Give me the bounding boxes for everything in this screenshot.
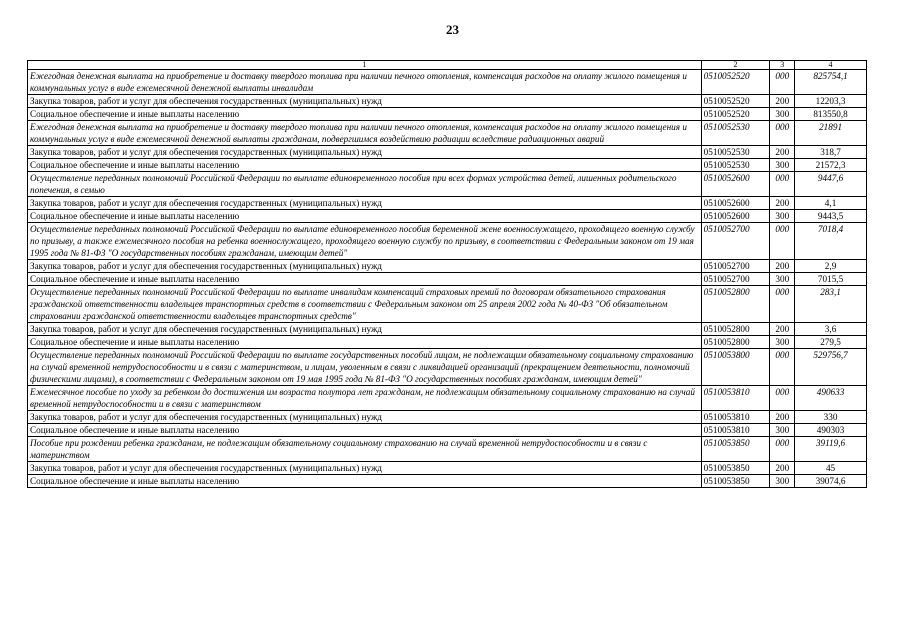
amount-value: 283,1: [795, 286, 867, 323]
expense-type-code: 200: [770, 146, 795, 159]
table-row: [28, 121, 867, 146]
amount-value: 490303: [795, 424, 867, 437]
expense-type-code: 300: [770, 424, 795, 437]
target-article-code: 0510052700: [701, 223, 770, 260]
amount-value: 12203,3: [795, 95, 867, 108]
table-row: [28, 437, 867, 462]
target-article-code: 0510052600: [701, 210, 770, 223]
table-row: [28, 172, 867, 197]
target-article-code: 0510052530: [701, 121, 770, 146]
amount-value: 813550,8: [795, 108, 867, 121]
target-article-code: 0510052530: [701, 159, 770, 172]
target-article-code: 0510053850: [701, 437, 770, 462]
amount-value: 4,1: [795, 197, 867, 210]
expense-type-code: 000: [770, 349, 795, 386]
expense-item-name: Социальное обеспечение и иные выплаты населению: [28, 475, 702, 488]
table-row: [28, 323, 867, 336]
target-article-code: 0510052530: [701, 146, 770, 159]
table-body: [28, 61, 867, 488]
expense-item-name: Социальное обеспечение и иные выплаты населению: [28, 273, 702, 286]
amount-value: 45: [795, 462, 867, 475]
target-article-code: 0510053850: [701, 475, 770, 488]
amount-value: 3,6: [795, 323, 867, 336]
table-row: [28, 462, 867, 475]
expense-item-name: Закупка товаров, работ и услуг для обеспечения государственных (муниципальных) нужд: [28, 260, 702, 273]
budget-table: [27, 60, 867, 488]
target-article-code: 0510052700: [701, 260, 770, 273]
amount-value: 330: [795, 411, 867, 424]
expense-item-name: Закупка товаров, работ и услуг для обеспечения государственных (муниципальных) нужд: [28, 95, 702, 108]
amount-value: 9443,5: [795, 210, 867, 223]
expense-type-code: 000: [770, 70, 795, 95]
expense-type-code: 300: [770, 108, 795, 121]
amount-value: 9447,6: [795, 172, 867, 197]
table-row: [28, 146, 867, 159]
expense-type-code: 200: [770, 411, 795, 424]
table-header-row: [28, 61, 867, 70]
expense-type-code: 000: [770, 121, 795, 146]
target-article-code: 0510052520: [701, 70, 770, 95]
table-row: [28, 349, 867, 386]
expense-type-code: 300: [770, 475, 795, 488]
expense-item-name: Закупка товаров, работ и услуг для обеспечения государственных (муниципальных) нужд: [28, 146, 702, 159]
amount-value: 318,7: [795, 146, 867, 159]
column-header: 3: [770, 61, 795, 70]
expense-item-name: Осуществление переданных полномочий Российской Федерации по выплате единовременного пособия беременной жене военнослужащего, проходящего военную службу по призыву, а также ежемесячного пособия на ребенка военнослужащего, проходящего военную службу по призыву, в соответствии с Федеральным законом от 19 мая 1995 года № 81-ФЗ "О государственных пособиях гражданам, имеющим детей": [28, 223, 702, 260]
expense-type-code: 300: [770, 336, 795, 349]
target-article-code: 0510053850: [701, 462, 770, 475]
amount-value: 39119,6: [795, 437, 867, 462]
target-article-code: 0510052800: [701, 336, 770, 349]
target-article-code: 0510053810: [701, 411, 770, 424]
expense-item-name: Пособие при рождении ребенка гражданам, не подлежащим обязательному социальному страхованию на случай временной нетрудоспособности и в связи с материнством: [28, 437, 702, 462]
target-article-code: 0510052600: [701, 197, 770, 210]
expense-item-name: Закупка товаров, работ и услуг для обеспечения государственных (муниципальных) нужд: [28, 197, 702, 210]
table-row: [28, 286, 867, 323]
expense-item-name: Закупка товаров, работ и услуг для обеспечения государственных (муниципальных) нужд: [28, 462, 702, 475]
column-header: 1: [28, 61, 702, 70]
expense-type-code: 000: [770, 286, 795, 323]
amount-value: 490633: [795, 386, 867, 411]
expense-item-name: Социальное обеспечение и иные выплаты населению: [28, 108, 702, 121]
amount-value: 825754,1: [795, 70, 867, 95]
amount-value: 39074,6: [795, 475, 867, 488]
table-row: [28, 260, 867, 273]
table-row: [28, 411, 867, 424]
target-article-code: 0510052800: [701, 323, 770, 336]
expense-item-name: Осуществление переданных полномочий Российской Федерации по выплате инвалидам компенсаций страховых премий по договорам обязательного страхования гражданской ответственности владельцев транспортных средств в соответствии с Федеральным законом от 25 апреля 2002 года № 40-ФЗ "Об обязательном страховании гражданской ответственности владельцев транспортных средств": [28, 286, 702, 323]
expense-type-code: 300: [770, 210, 795, 223]
target-article-code: 0510052600: [701, 172, 770, 197]
expense-type-code: 000: [770, 437, 795, 462]
expense-type-code: 000: [770, 386, 795, 411]
table-row: [28, 336, 867, 349]
expense-item-name: Ежегодная денежная выплата на приобретение и доставку твердого топлива при наличии печного отопления, компенсация расходов на оплату жилого помещения и коммунальных услуг в виде ежемесячной денежной выплаты инвалидам: [28, 70, 702, 95]
amount-value: 529756,7: [795, 349, 867, 386]
expense-item-name: Осуществление переданных полномочий Российской Федерации по выплате государственных пособий лицам, не подлежащим обязательному социальному страхованию на случай временной нетрудоспособности и в связи с материнством, и лицам, уволенным в связи с ликвидацией организаций (прекращением деятельности, полномочий физическими лицами), в соответствии с Федеральным законом от 19 мая 1995 года № 81-ФЗ "О государственных пособиях гражданам, имеющим детей": [28, 349, 702, 386]
expense-type-code: 200: [770, 462, 795, 475]
table-row: [28, 108, 867, 121]
expense-item-name: Социальное обеспечение и иные выплаты населению: [28, 424, 702, 437]
expense-item-name: Социальное обеспечение и иные выплаты населению: [28, 336, 702, 349]
target-article-code: 0510053810: [701, 386, 770, 411]
target-article-code: 0510053810: [701, 424, 770, 437]
column-header: 4: [795, 61, 867, 70]
table-row: [28, 273, 867, 286]
page-number: 23: [446, 22, 459, 37]
expense-item-name: Ежегодная денежная выплата на приобретение и доставку твердого топлива при наличии печного отопления, компенсация расходов на оплату жилого помещения и коммунальных услуг в виде ежемесячной денежной выплаты гражданам, подвергшимся воздействию радиации вследствие радиационных аварий: [28, 121, 702, 146]
expense-type-code: 200: [770, 197, 795, 210]
expense-type-code: 200: [770, 323, 795, 336]
expense-type-code: 200: [770, 260, 795, 273]
expense-item-name: Закупка товаров, работ и услуг для обеспечения государственных (муниципальных) нужд: [28, 411, 702, 424]
amount-value: 7018,4: [795, 223, 867, 260]
expense-item-name: Закупка товаров, работ и услуг для обеспечения государственных (муниципальных) нужд: [28, 323, 702, 336]
table-row: [28, 70, 867, 95]
expense-type-code: 300: [770, 159, 795, 172]
table-row: [28, 475, 867, 488]
target-article-code: 0510052520: [701, 95, 770, 108]
table-row: [28, 386, 867, 411]
target-article-code: 0510052700: [701, 273, 770, 286]
expense-item-name: Социальное обеспечение и иные выплаты населению: [28, 159, 702, 172]
expense-item-name: Социальное обеспечение и иные выплаты населению: [28, 210, 702, 223]
target-article-code: 0510053800: [701, 349, 770, 386]
amount-value: 7015,5: [795, 273, 867, 286]
expense-type-code: 300: [770, 273, 795, 286]
expense-type-code: 000: [770, 172, 795, 197]
table-row: [28, 424, 867, 437]
amount-value: 21572,3: [795, 159, 867, 172]
target-article-code: 0510052800: [701, 286, 770, 323]
expense-type-code: 200: [770, 95, 795, 108]
expense-item-name: Ежемесячное пособие по уходу за ребенком до достижения им возраста полутора лет гражданам, не подлежащим обязательному социальному страхованию на случай временной нетрудоспособности и в связи с материнством: [28, 386, 702, 411]
table-row: [28, 159, 867, 172]
amount-value: 21891: [795, 121, 867, 146]
target-article-code: 0510052520: [701, 108, 770, 121]
amount-value: 2,9: [795, 260, 867, 273]
column-header: 2: [701, 61, 770, 70]
expense-type-code: 000: [770, 223, 795, 260]
table-row: [28, 197, 867, 210]
expense-item-name: Осуществление переданных полномочий Российской Федерации по выплате единовременного пособия при всех формах устройства детей, лишенных родительского попечения, в семью: [28, 172, 702, 197]
table-row: [28, 223, 867, 260]
amount-value: 279,5: [795, 336, 867, 349]
table-row: [28, 95, 867, 108]
table-row: [28, 210, 867, 223]
